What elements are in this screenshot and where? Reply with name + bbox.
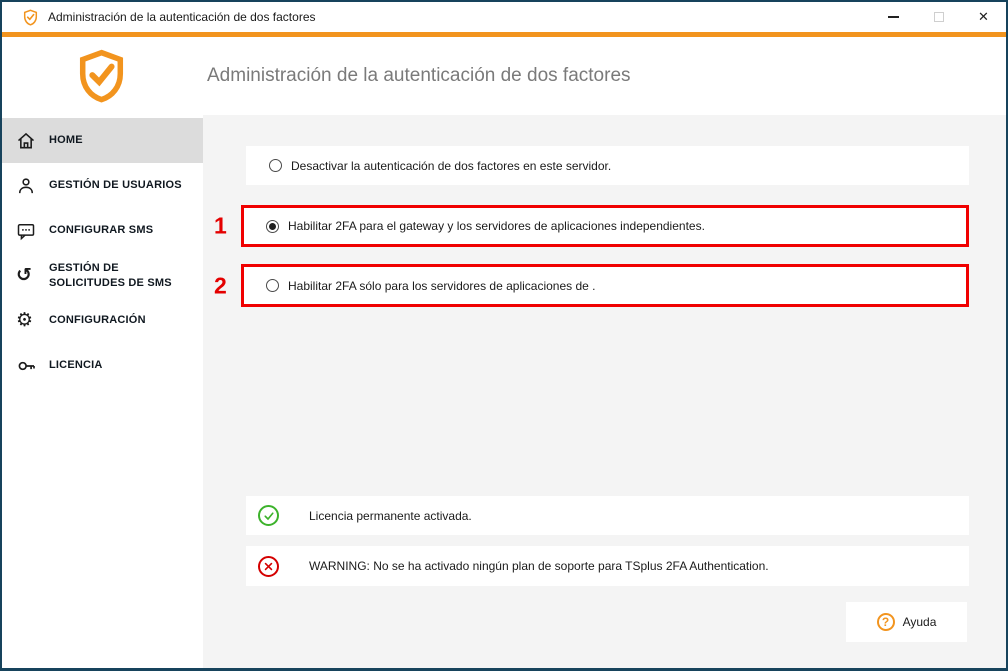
error-x-icon [258, 556, 279, 577]
user-icon [16, 176, 42, 196]
title-bar [2, 2, 1006, 32]
chat-icon [16, 221, 42, 241]
sidebar [2, 115, 203, 668]
radio-enable-2fa-gateway[interactable] [266, 220, 279, 233]
sidebar-item-configurar-sms[interactable] [2, 208, 203, 253]
sidebar-item-gestion-solicitudes-sms[interactable] [2, 253, 203, 298]
history-icon: ↺ [16, 264, 32, 286]
main-content [203, 115, 1006, 668]
success-check-icon [258, 505, 279, 526]
key-icon [16, 356, 42, 376]
window-title: Administración de la autenticación de dos factores [48, 10, 316, 24]
option-enable-2fa-gateway[interactable] [214, 205, 969, 247]
close-icon: ✕ [978, 9, 989, 25]
sidebar-item-licencia[interactable] [2, 343, 203, 388]
sidebar-item-gestion-usuarios[interactable] [2, 163, 203, 208]
sidebar-item-configuracion[interactable] [2, 298, 203, 343]
radio-disable-2fa[interactable] [269, 159, 282, 172]
option-disable-2fa[interactable] [246, 146, 969, 185]
annotation-number-1: 1 [214, 212, 227, 239]
home-icon [16, 131, 42, 151]
support-warning-row [246, 546, 969, 586]
shield-check-logo [74, 47, 129, 105]
sidebar-item-home[interactable] [2, 118, 203, 163]
radio-enable-2fa-appservers[interactable] [266, 279, 279, 292]
option-label: Habilitar 2FA sólo para los servidores de aplicaciones de . [288, 278, 596, 293]
support-warning-text: WARNING: No se ha activado ningún plan de soporte para TSplus 2FA Authentication. [309, 559, 769, 573]
app-header [2, 37, 1006, 115]
sidebar-item-label: GESTIÓN DE SOLICITUDES DE SMS [49, 262, 172, 289]
option-label: Desactivar la autenticación de dos factores en este servidor. [291, 158, 612, 173]
help-button-label: Ayuda [902, 615, 937, 629]
option-label: Habilitar 2FA para el gateway y los servidores de aplicaciones independientes. [288, 219, 705, 233]
help-question-icon: ? [877, 613, 895, 631]
option-enable-2fa-appservers[interactable] [214, 264, 969, 307]
minimize-button[interactable] [871, 2, 916, 32]
help-row [203, 602, 967, 642]
sidebar-item-label: LICENCIA [49, 359, 103, 372]
sidebar-item-label: GESTIÓN DE USUARIOS [49, 179, 182, 192]
license-status-text: Licencia permanente activada. [309, 508, 472, 523]
maximize-icon [934, 12, 944, 22]
license-status-row [246, 496, 969, 535]
sidebar-item-label: CONFIGURAR SMS [49, 224, 154, 237]
minimize-icon [888, 16, 899, 18]
gear-icon: ⚙ [16, 309, 34, 331]
maximize-button[interactable] [916, 2, 961, 32]
app-body [2, 115, 1006, 668]
sidebar-item-label: HOME [49, 134, 83, 147]
close-button[interactable] [961, 2, 1006, 32]
help-button[interactable] [846, 602, 967, 642]
shield-check-icon [22, 9, 39, 26]
window-controls [871, 2, 1006, 32]
annotation-number-2: 2 [214, 272, 227, 298]
page-title: Administración de la autenticación de dos factores [207, 65, 631, 86]
sidebar-item-label: CONFIGURACIÓN [49, 314, 146, 327]
